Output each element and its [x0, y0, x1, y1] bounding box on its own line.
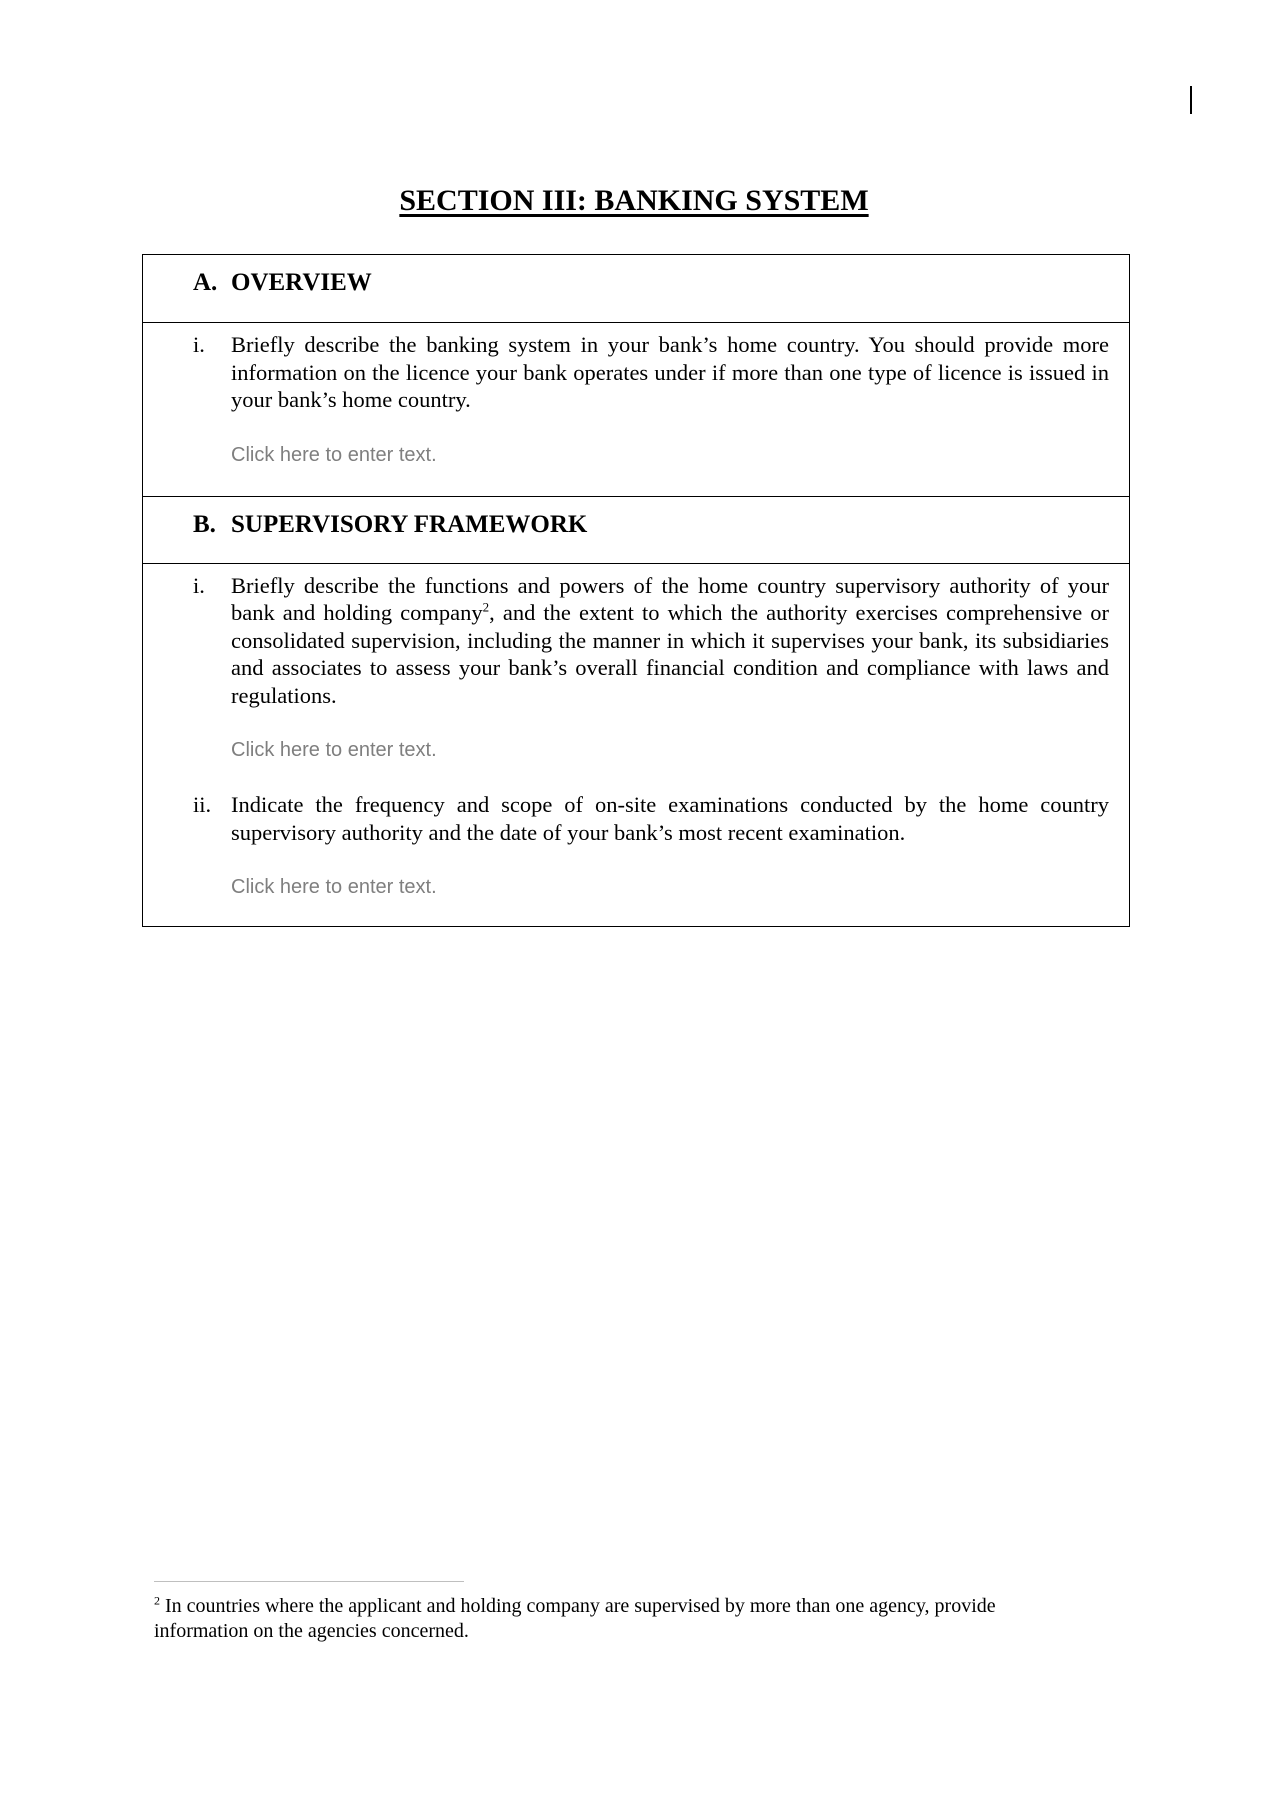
banking-system-form	[142, 254, 1130, 927]
question-number: i.	[193, 572, 205, 598]
footnote-marker: 2	[154, 1593, 160, 1608]
footnote-separator	[154, 1581, 464, 1582]
section-a-title: OVERVIEW	[231, 269, 372, 296]
question-text: Indicate the frequency and scope of on-site examinations conducted by the home country supervisory authority and the date of your bank’s most recent examination.	[231, 792, 1109, 845]
section-b-question-2	[143, 787, 1129, 926]
section-a-header	[143, 255, 1129, 323]
answer-field-b-1[interactable]: Click here to enter text.	[231, 739, 437, 761]
question-text	[231, 572, 1109, 710]
question-number: ii.	[193, 792, 212, 817]
question-text: Briefly describe the banking system in your bank’s home country. You should provide more information on the licence your bank operates under if more than one type of licence is issued in your bank’s home country.	[231, 332, 1109, 412]
footnote	[154, 1594, 1094, 1644]
section-b-title: SUPERVISORY FRAMEWORK	[231, 510, 588, 538]
footnote-text: In countries where the applicant and holding company are supervised by more than one agency, provide information on the agencies concerned.	[154, 1595, 996, 1642]
question-text-part: , and the extent to which the authority exercises comprehensive or consolidated supervision, including the manner in which it supervises your bank, its subsidiaries and associates to assess your bank’s overall financial condition and compliance with laws and regulations.	[231, 600, 1109, 708]
section-b-question-1	[143, 564, 1129, 788]
section-b-letter: B.	[193, 510, 216, 538]
footnote-reference: 2	[482, 599, 490, 615]
section-title: SECTION III: BANKING SYSTEM	[399, 184, 869, 217]
answer-field-a-1[interactable]: Click here to enter text.	[231, 443, 437, 466]
section-a-question-1	[143, 323, 1129, 496]
question-text-part: Briefly describe the functions and powers of the home country supervisory authority of your bank and holding company	[231, 572, 1109, 625]
text-cursor-mark	[1190, 86, 1192, 114]
section-a-letter: A.	[193, 269, 218, 296]
answer-field-b-2[interactable]: Click here to enter text.	[231, 876, 437, 898]
section-b-header	[143, 496, 1129, 564]
question-number: i.	[193, 332, 205, 357]
